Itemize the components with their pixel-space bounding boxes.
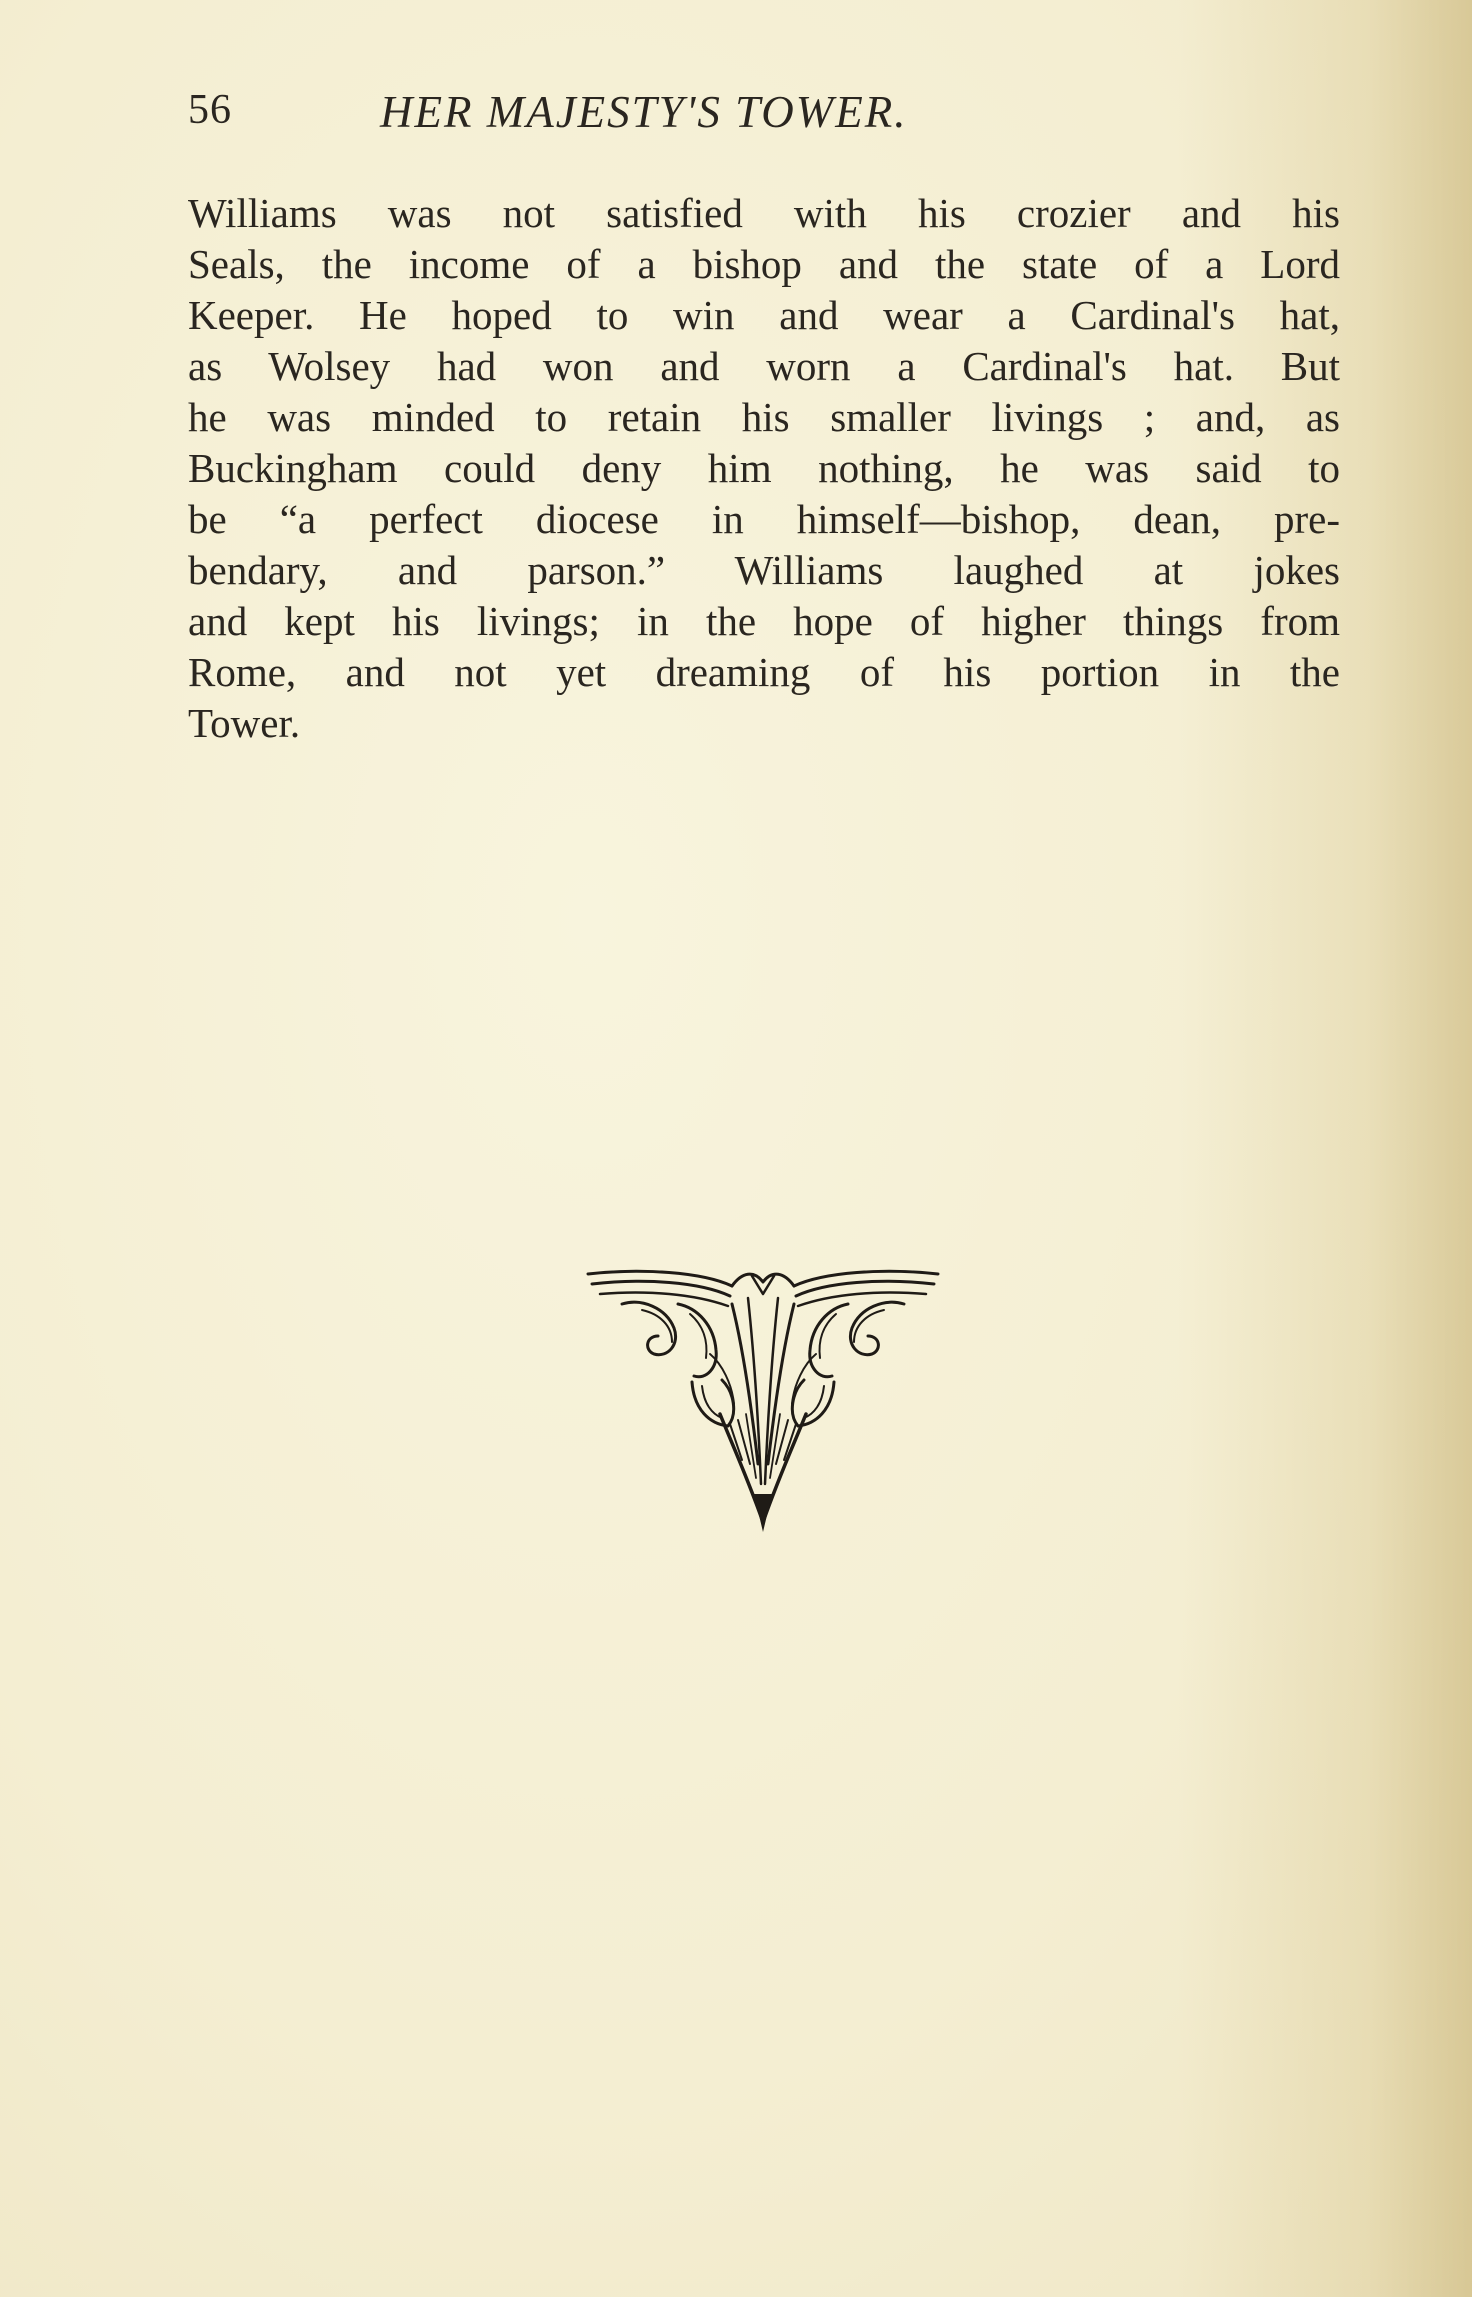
text-line: as Wolsey had won and worn a Cardinal's hat. But: [188, 343, 1340, 389]
text-line: he was minded to retain his smaller livings ; and, as: [188, 394, 1340, 440]
text-line: Buckingham could deny him nothing, he was said to: [188, 445, 1340, 491]
text-line: be “a perfect diocese in himself—bishop, dean, pre-: [188, 496, 1340, 542]
running-head: [188, 86, 1338, 146]
page-number: 56: [188, 87, 232, 133]
text-line: Tower.: [188, 700, 301, 746]
running-title: HER MAJESTY'S TOWER.: [380, 87, 908, 137]
text-line: bendary, and parson.” Williams laughed at jokes: [188, 547, 1340, 593]
body-paragraph: [188, 188, 1340, 749]
text-line: Keeper. He hoped to win and wear a Cardinal's hat,: [188, 292, 1340, 338]
text-line: Rome, and not yet dreaming of his portion in the: [188, 649, 1340, 695]
floral-tailpiece-icon: [582, 1264, 944, 1534]
text-line: Seals, the income of a bishop and the state of a Lord: [188, 241, 1340, 287]
text-line: Williams was not satisfied with his crozier and his: [188, 190, 1340, 236]
text-line: and kept his livings; in the hope of higher things from: [188, 598, 1340, 644]
